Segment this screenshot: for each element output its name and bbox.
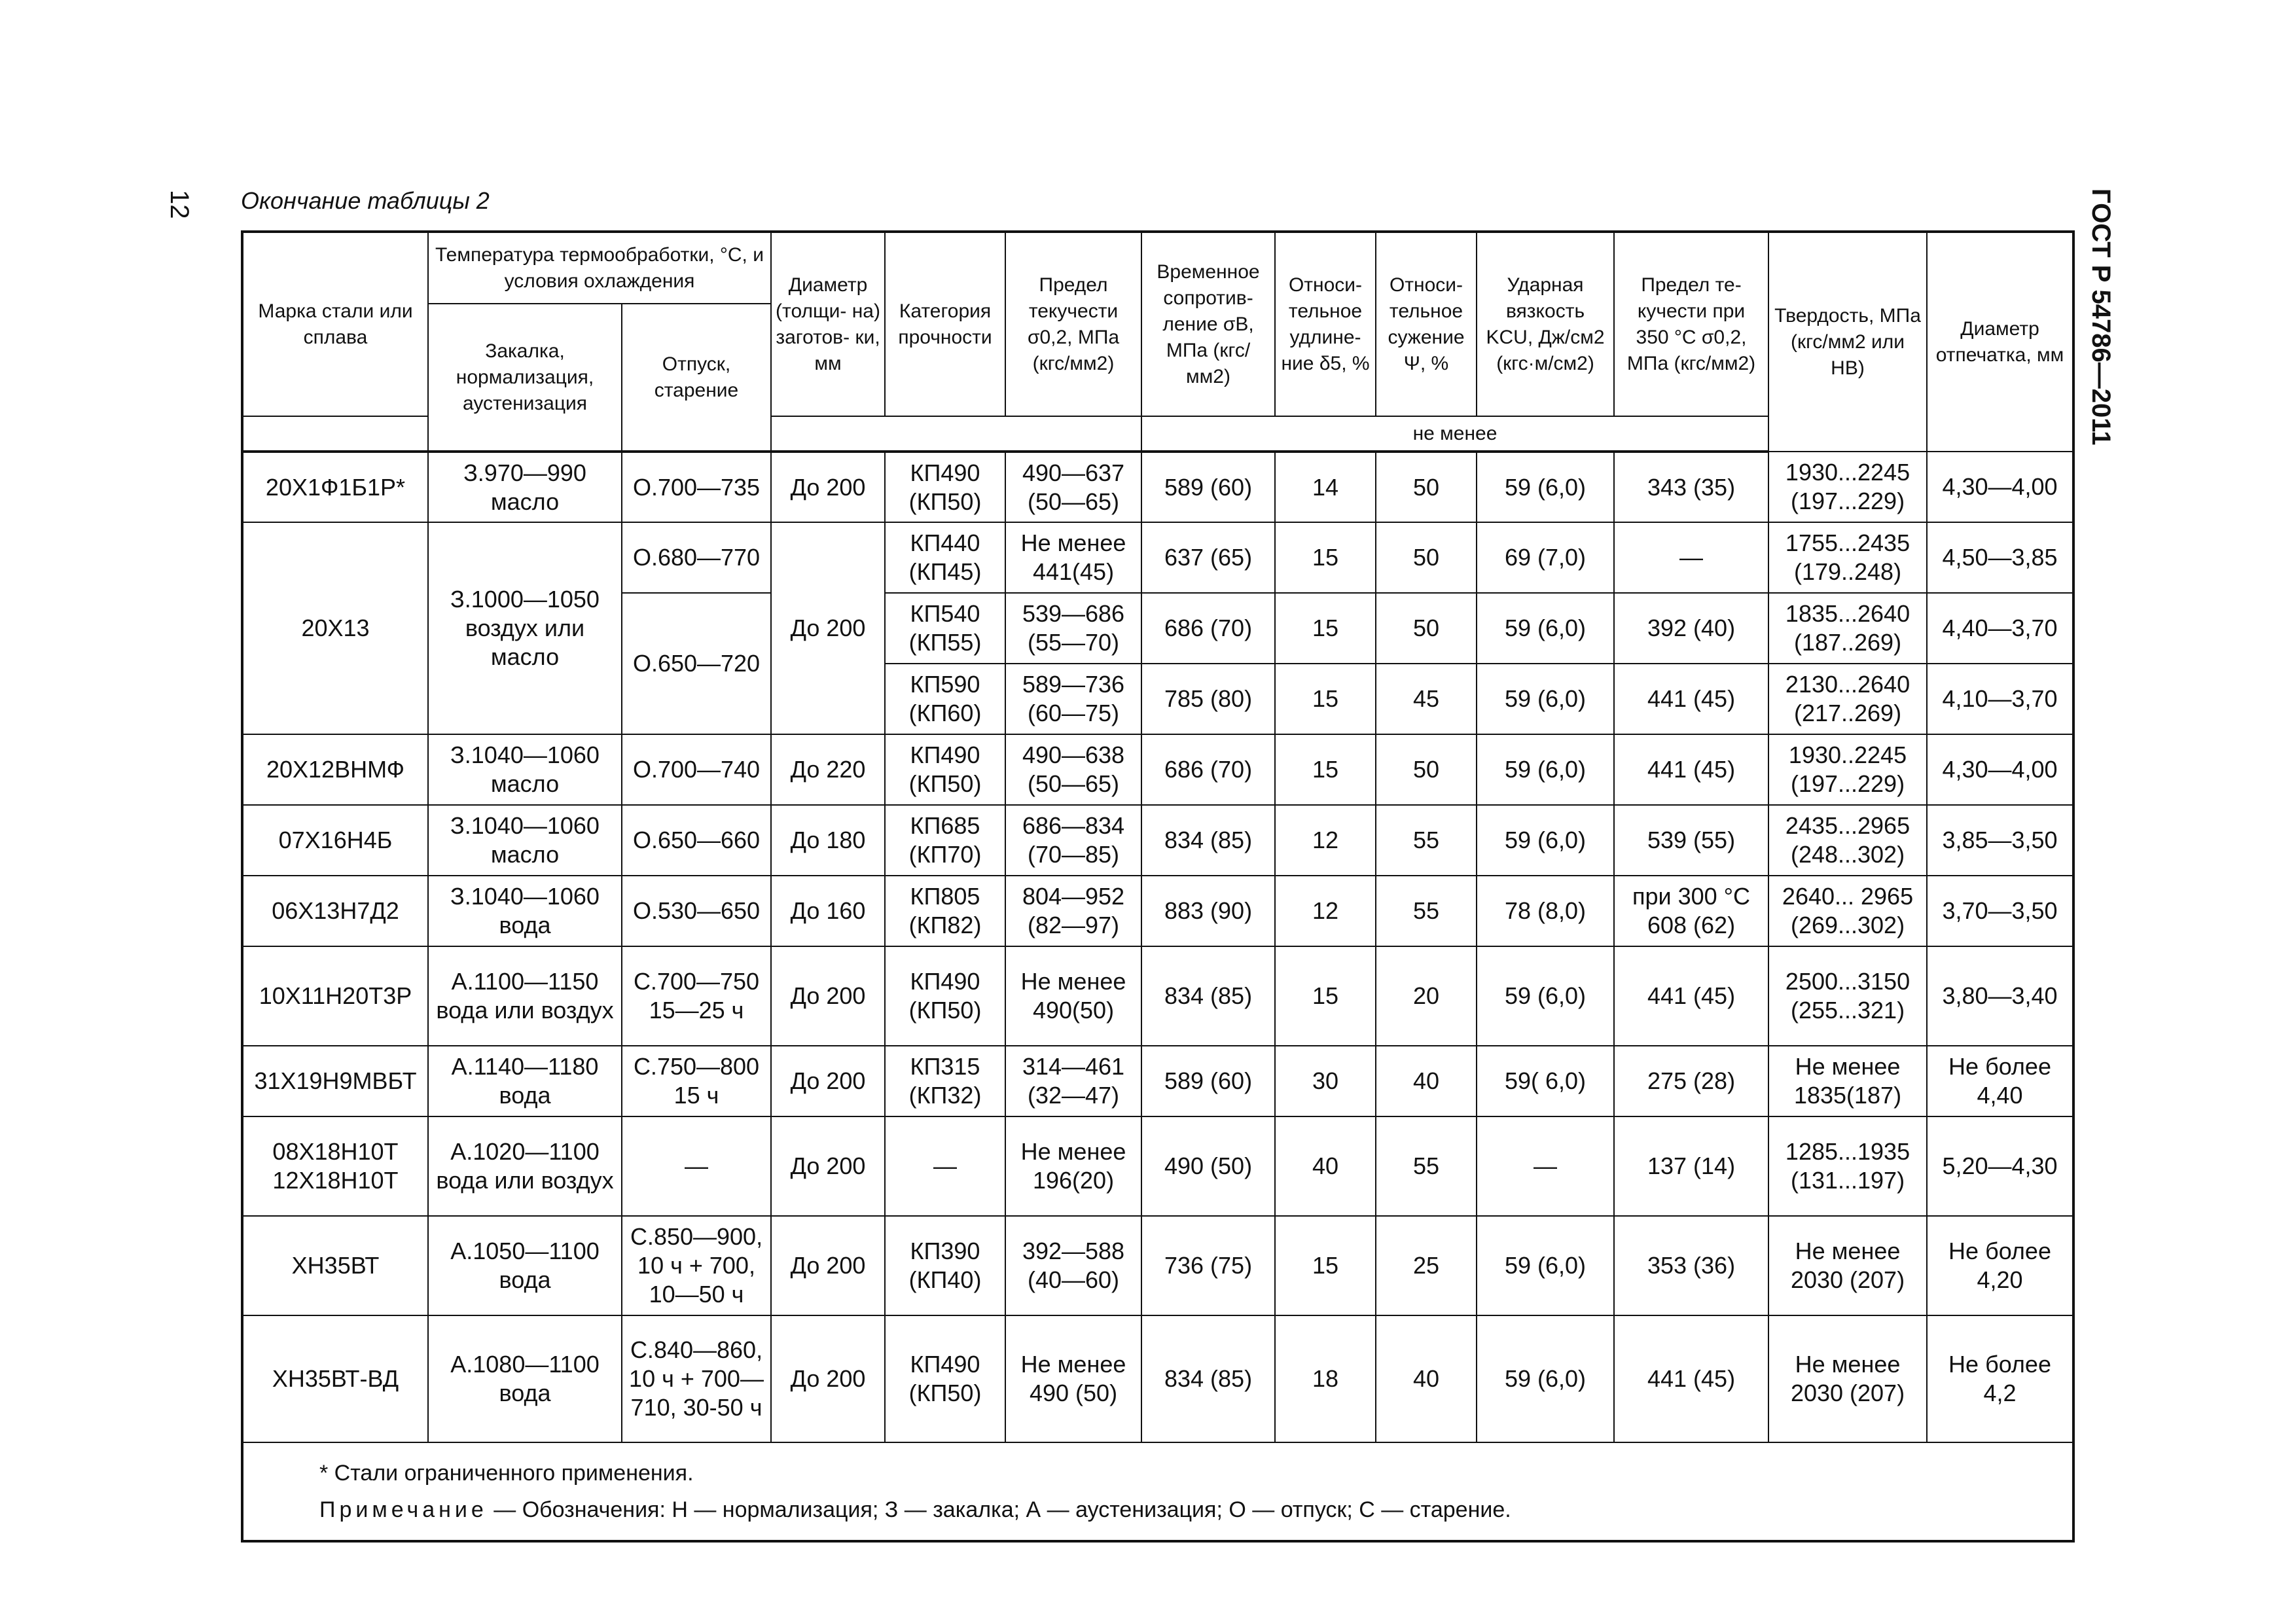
cell-yield-350: 137 (14) [1614, 1116, 1768, 1216]
cell-diameter: До 200 [771, 1116, 885, 1216]
cell-grade: 20Х13 [242, 522, 428, 734]
note [319, 1491, 2072, 1528]
cell-elongation: 12 [1275, 876, 1376, 946]
cell-grade: 20Х1Ф1Б1Р* [242, 452, 428, 522]
cell-category: КП490 (КП50) [885, 734, 1005, 805]
cell-imprint: 3,85—3,50 [1927, 805, 2073, 876]
cell-tempering: О.680—770 [622, 522, 771, 593]
cell-tensile: 785 (80) [1141, 664, 1275, 734]
cell-diameter: До 200 [771, 946, 885, 1046]
cell-impact: 59 (6,0) [1477, 452, 1614, 522]
cell-grade: 10Х11Н20Т3Р [242, 946, 428, 1046]
steel-properties-table [241, 230, 2075, 1543]
cell-yield: 804—952 (82—97) [1005, 876, 1141, 946]
cell-reduction: 50 [1376, 522, 1477, 593]
cell-imprint: 4,30—4,00 [1927, 734, 2073, 805]
cell-tensile: 686 (70) [1141, 734, 1275, 805]
cell-imprint: 4,30—4,00 [1927, 452, 2073, 522]
header-impact: Ударная вязкость KCU, Дж/см2 (кгс·м/см2) [1477, 232, 1614, 416]
cell-elongation: 18 [1275, 1315, 1376, 1442]
cell-quench: З.1040—1060 вода [428, 876, 622, 946]
cell-quench: А.1020—1100 вода или воздух [428, 1116, 622, 1216]
cell-yield: 589—736 (60—75) [1005, 664, 1141, 734]
cell-hardness: 2130...2640 (217..269) [1768, 664, 1927, 734]
cell-yield-350: при 300 °C 608 (62) [1614, 876, 1768, 946]
cell-tensile: 736 (75) [1141, 1216, 1275, 1315]
cell-tensile: 589 (60) [1141, 1046, 1275, 1116]
cell-impact: 59 (6,0) [1477, 805, 1614, 876]
cell-category: КП590 (КП60) [885, 664, 1005, 734]
page-number: 12 [165, 190, 194, 219]
cell-grade: 31Х19Н9МВБТ [242, 1046, 428, 1116]
cell-grade: 06Х13Н7Д2 [242, 876, 428, 946]
header-yield-350: Предел те- кучести при 350 °C σ0,2, МПа (кгс/мм2) [1614, 232, 1768, 416]
cell-impact: 69 (7,0) [1477, 522, 1614, 593]
cell-hardness: Не менее 2030 (207) [1768, 1315, 1927, 1442]
cell-yield: 686—834 (70—85) [1005, 805, 1141, 876]
cell-yield: Не менее 490 (50) [1005, 1315, 1141, 1442]
cell-tempering: С.750—800 15 ч [622, 1046, 771, 1116]
cell-reduction: 45 [1376, 664, 1477, 734]
cell-tensile: 686 (70) [1141, 593, 1275, 664]
footnote: * Стали ограниченного применения. [319, 1461, 694, 1486]
cell-quench: А.1050—1100 вода [428, 1216, 622, 1315]
header-reduction: Относи- тельное сужение Ψ, % [1376, 232, 1477, 416]
cell-reduction: 40 [1376, 1315, 1477, 1442]
cell-impact: 59 (6,0) [1477, 1216, 1614, 1315]
cell-category: КП490 (КП50) [885, 946, 1005, 1046]
cell-reduction: 50 [1376, 452, 1477, 522]
cell-grade: 08Х18Н10Т 12Х18Н10Т [242, 1116, 428, 1216]
cell-tempering: О.530—650 [622, 876, 771, 946]
cell-grade: ХН35ВТ-ВД [242, 1315, 428, 1442]
cell-elongation: 14 [1275, 452, 1376, 522]
cell-yield: 490—638 (50—65) [1005, 734, 1141, 805]
cell-diameter: До 200 [771, 1216, 885, 1315]
cell-yield-350: 441 (45) [1614, 1315, 1768, 1442]
cell-quench: З.1040—1060 масло [428, 805, 622, 876]
cell-imprint: 5,20—4,30 [1927, 1116, 2073, 1216]
cell-tempering: С.850—900, 10 ч + 700, 10—50 ч [622, 1216, 771, 1315]
cell-quench: З.970—990 масло [428, 452, 622, 522]
cell-tensile: 834 (85) [1141, 805, 1275, 876]
note-label: Примечание [319, 1497, 488, 1522]
cell-elongation: 15 [1275, 1216, 1376, 1315]
cell-tempering: С.700—750 15—25 ч [622, 946, 771, 1046]
cell-imprint: 3,80—3,40 [1927, 946, 2073, 1046]
header-tensile: Временное сопротив- ление σВ, МПа (кгс/мм2) [1141, 232, 1275, 416]
cell-impact: 59 (6,0) [1477, 1315, 1614, 1442]
cell-hardness: 1930...2245 (197...229) [1768, 452, 1927, 522]
header-tempering: Отпуск, старение [622, 304, 771, 452]
table-notes [242, 1442, 2073, 1541]
cell-reduction: 55 [1376, 876, 1477, 946]
cell-diameter: До 200 [771, 452, 885, 522]
cell-elongation: 15 [1275, 664, 1376, 734]
cell-yield-350: 343 (35) [1614, 452, 1768, 522]
cell-category: — [885, 1116, 1005, 1216]
cell-elongation: 15 [1275, 593, 1376, 664]
cell-quench: З.1000—1050 воздух или масло [428, 522, 622, 734]
cell-imprint: 3,70—3,50 [1927, 876, 2073, 946]
cell-impact: 59 (6,0) [1477, 664, 1614, 734]
cell-yield-350: 441 (45) [1614, 664, 1768, 734]
cell-imprint: Не более 4,40 [1927, 1046, 2073, 1116]
cell-elongation: 15 [1275, 522, 1376, 593]
cell-yield-350: — [1614, 522, 1768, 593]
cell-hardness: 2640... 2965 (269...302) [1768, 876, 1927, 946]
cell-elongation: 40 [1275, 1116, 1376, 1216]
cell-yield: Не менее 490(50) [1005, 946, 1141, 1046]
cell-elongation: 15 [1275, 734, 1376, 805]
cell-quench: А.1100—1150 вода или воздух [428, 946, 622, 1046]
cell-yield: 490—637 (50—65) [1005, 452, 1141, 522]
cell-imprint: Не более 4,2 [1927, 1315, 2073, 1442]
cell-diameter: До 200 [771, 1315, 885, 1442]
cell-yield-350: 441 (45) [1614, 734, 1768, 805]
cell-impact: 59 (6,0) [1477, 946, 1614, 1046]
cell-grade: 07Х16Н4Б [242, 805, 428, 876]
cell-diameter: До 180 [771, 805, 885, 876]
cell-grade: ХН35ВТ [242, 1216, 428, 1315]
cell-yield: Не менее 196(20) [1005, 1116, 1141, 1216]
cell-impact: 78 (8,0) [1477, 876, 1614, 946]
cell-yield-350: 441 (45) [1614, 946, 1768, 1046]
cell-impact: — [1477, 1116, 1614, 1216]
cell-category: КП315 (КП32) [885, 1046, 1005, 1116]
cell-hardness: 1285...1935 (131...197) [1768, 1116, 1927, 1216]
header-category: Категория прочности [885, 232, 1005, 416]
cell-tempering: — [622, 1116, 771, 1216]
header-temperature: Температура термообработки, °C, и условия охлаждения [428, 232, 771, 304]
cell-diameter: До 220 [771, 734, 885, 805]
cell-elongation: 30 [1275, 1046, 1376, 1116]
cell-reduction: 55 [1376, 1116, 1477, 1216]
cell-category: КП490 (КП50) [885, 452, 1005, 522]
note-text: — Обозначения: Н — нормализация; З — закалка; А — аустенизация; О — отпуск; С — старение. [487, 1497, 1511, 1522]
cell-elongation: 15 [1275, 946, 1376, 1046]
cell-quench: А.1140—1180 вода [428, 1046, 622, 1116]
header-diameter: Диаметр (толщи- на) заготов- ки, мм [771, 232, 885, 416]
cell-diameter: До 160 [771, 876, 885, 946]
cell-hardness: Не менее 2030 (207) [1768, 1216, 1927, 1315]
cell-reduction: 20 [1376, 946, 1477, 1046]
cell-imprint: 4,10—3,70 [1927, 664, 2073, 734]
cell-grade: 20Х12ВНМФ [242, 734, 428, 805]
cell-tempering: О.650—720 [622, 593, 771, 734]
cell-yield: 392—588 (40—60) [1005, 1216, 1141, 1315]
header-imprint: Диаметр отпечатка, мм [1927, 232, 2073, 452]
cell-yield-350: 275 (28) [1614, 1046, 1768, 1116]
header-hardness: Твердость, МПа (кгс/мм2 или НВ) [1768, 232, 1927, 452]
cell-category: КП490 (КП50) [885, 1315, 1005, 1442]
cell-diameter: До 200 [771, 522, 885, 734]
cell-yield-350: 392 (40) [1614, 593, 1768, 664]
cell-category: КП440 (КП45) [885, 522, 1005, 593]
standard-designation: ГОСТ Р 54786—2011 [2087, 188, 2115, 446]
cell-elongation: 12 [1275, 805, 1376, 876]
cell-yield: 314—461 (32—47) [1005, 1046, 1141, 1116]
cell-tensile: 883 (90) [1141, 876, 1275, 946]
cell-tensile: 589 (60) [1141, 452, 1275, 522]
cell-hardness: 1930..2245 (197...229) [1768, 734, 1927, 805]
cell-reduction: 25 [1376, 1216, 1477, 1315]
header-elongation: Относи- тельное удлине- ние δ5, % [1275, 232, 1376, 416]
cell-tensile: 490 (50) [1141, 1116, 1275, 1216]
cell-hardness: 2435...2965 (248...302) [1768, 805, 1927, 876]
cell-impact: 59( 6,0) [1477, 1046, 1614, 1116]
cell-tensile: 834 (85) [1141, 1315, 1275, 1442]
cell-tensile: 834 (85) [1141, 946, 1275, 1046]
cell-reduction: 50 [1376, 734, 1477, 805]
header-yield: Предел текучести σ0,2, МПа (кгс/мм2) [1005, 232, 1141, 416]
cell-quench: А.1080—1100 вода [428, 1315, 622, 1442]
cell-yield-350: 539 (55) [1614, 805, 1768, 876]
cell-category: КП805 (КП82) [885, 876, 1005, 946]
cell-imprint: 4,40—3,70 [1927, 593, 2073, 664]
cell-imprint: 4,50—3,85 [1927, 522, 2073, 593]
cell-impact: 59 (6,0) [1477, 593, 1614, 664]
cell-category: КП685 (КП70) [885, 805, 1005, 876]
cell-hardness: 1755...2435 (179..248) [1768, 522, 1927, 593]
cell-category: КП540 (КП55) [885, 593, 1005, 664]
header-min-note: не менее [1141, 416, 1768, 452]
cell-tempering: О.700—735 [622, 452, 771, 522]
cell-tempering: О.650—660 [622, 805, 771, 876]
cell-hardness: 2500...3150 (255...321) [1768, 946, 1927, 1046]
cell-hardness: Не менее 1835(187) [1768, 1046, 1927, 1116]
cell-impact: 59 (6,0) [1477, 734, 1614, 805]
cell-yield: 539—686 (55—70) [1005, 593, 1141, 664]
cell-reduction: 50 [1376, 593, 1477, 664]
header-quench: Закалка, нормализация, аустенизация [428, 304, 622, 452]
cell-imprint: Не более 4,20 [1927, 1216, 2073, 1315]
cell-tensile: 637 (65) [1141, 522, 1275, 593]
cell-reduction: 55 [1376, 805, 1477, 876]
cell-quench: З.1040—1060 масло [428, 734, 622, 805]
cell-category: КП390 (КП40) [885, 1216, 1005, 1315]
cell-yield-350: 353 (36) [1614, 1216, 1768, 1315]
cell-tempering: С.840—860, 10 ч + 700—710, 30-50 ч [622, 1315, 771, 1442]
table-caption: Окончание таблицы 2 [241, 187, 490, 214]
cell-hardness: 1835...2640 (187..269) [1768, 593, 1927, 664]
header-grade: Марка стали или сплава [242, 232, 428, 416]
cell-reduction: 40 [1376, 1046, 1477, 1116]
cell-tempering: О.700—740 [622, 734, 771, 805]
cell-diameter: До 200 [771, 1046, 885, 1116]
cell-yield: Не менее 441(45) [1005, 522, 1141, 593]
